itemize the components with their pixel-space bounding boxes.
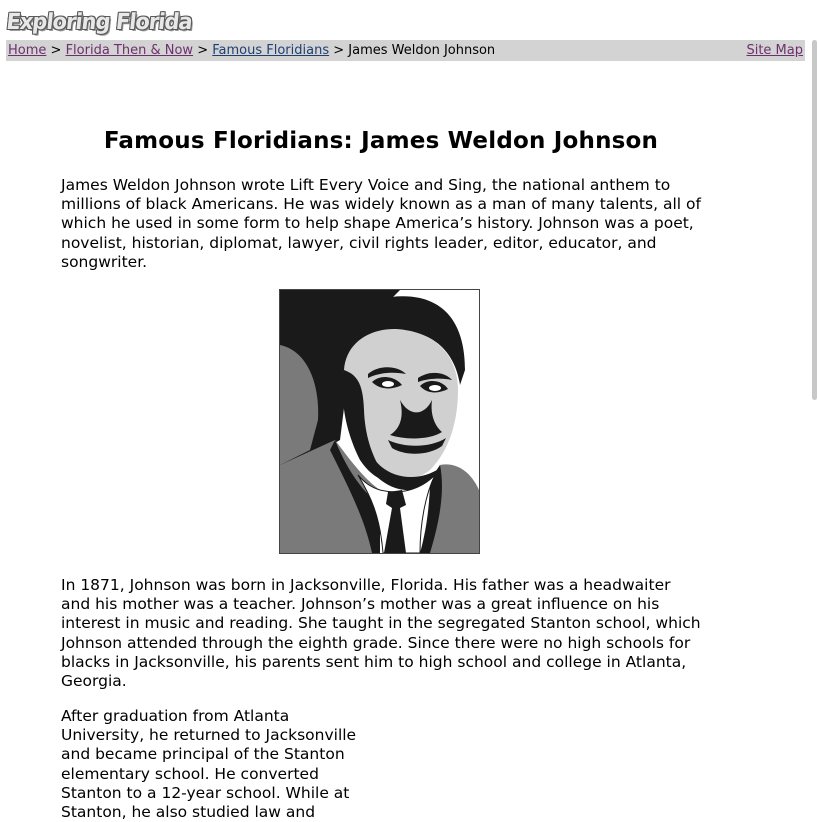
- breadcrumb-bar: [6, 40, 805, 61]
- birth-paragraph: In 1871, Johnson was born in Jacksonville, Florida. His father was a headwaiter and his mother was a teacher. Johnson’s mother was a great influence on his interest in music and reading. She taught in the segregated Stanton school, which Johnson attended through the eighth grade. Since there were no high schools for blacks in Jacksonville, his parents sent him to high school and college in Atlanta, Georgia.: [61, 576, 701, 691]
- breadcrumb: [8, 40, 495, 61]
- site-logo[interactable]: Exploring Florida: [5, 9, 194, 35]
- breadcrumb-separator: >: [333, 43, 345, 58]
- scrollbar[interactable]: [808, 0, 818, 818]
- site-map-link[interactable]: Site Map: [746, 43, 803, 58]
- breadcrumb-then-now-link[interactable]: Florida Then & Now: [65, 43, 194, 58]
- article: [61, 122, 701, 822]
- page-title: Famous Floridians: James Weldon Johnson: [103, 128, 659, 154]
- breadcrumb-separator: >: [197, 43, 209, 58]
- portrait-illustration-image: [279, 289, 480, 554]
- breadcrumb-separator: >: [50, 43, 62, 58]
- breadcrumb-current: James Weldon Johnson: [348, 43, 496, 58]
- intro-paragraph: James Weldon Johnson wrote Lift Every Voice and Sing, the national anthem to millions of black Americans. He was widely known as a man of many talents, all of which he used in some form to help shape America’s history. Johnson was a poet, novelist, historian, diplomat, lawyer, civil rights leader, editor, educator, and songwriter.: [61, 176, 701, 271]
- scrollbar-thumb[interactable]: [812, 40, 817, 400]
- breadcrumb-famous-floridians-link[interactable]: Famous Floridians: [212, 43, 330, 58]
- portrait-illustration-icon: [280, 290, 479, 553]
- breadcrumb-home-link[interactable]: Home: [8, 43, 47, 58]
- graduation-paragraph: After graduation from Atlanta University, he returned to Jacksonville and became principal of the Stanton elementary school. He converted Stanton to a 12-year school. While at Stanton, he also studied law and: [61, 707, 357, 822]
